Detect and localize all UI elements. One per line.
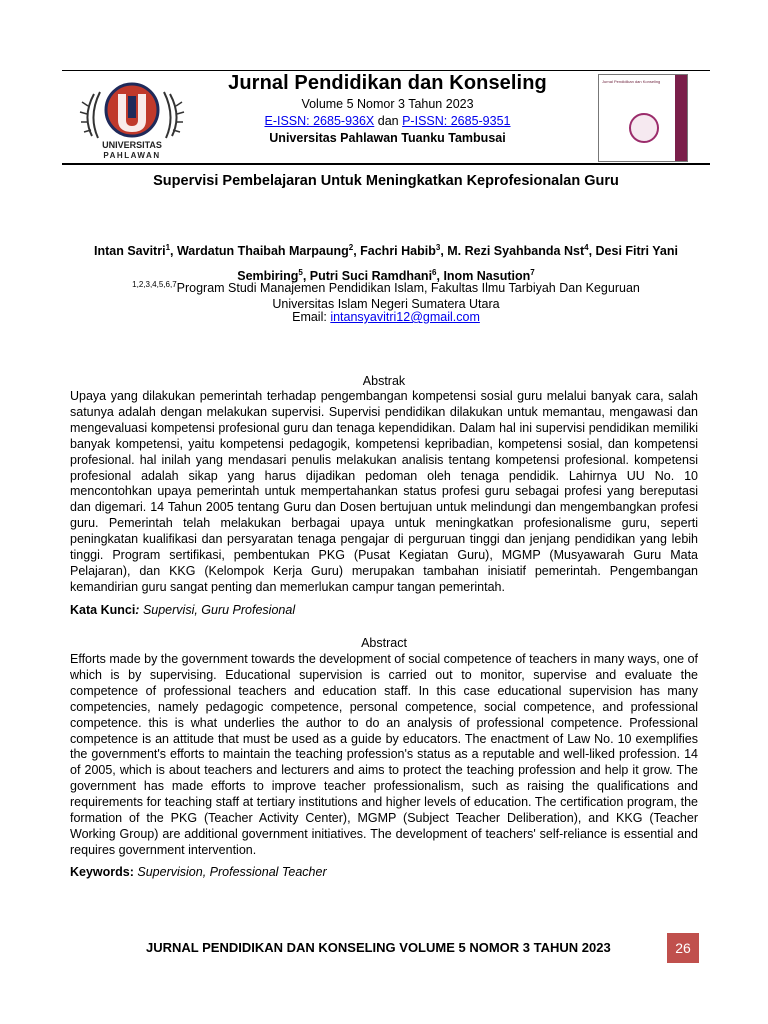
footer-journal-line: JURNAL PENDIDIKAN DAN KONSELING VOLUME 5 NOMOR 3 TAHUN 2023 bbox=[146, 940, 611, 955]
kata-kunci-value: Supervisi, Guru Profesional bbox=[142, 603, 296, 617]
author-sup: 4 bbox=[584, 243, 589, 252]
page-number-badge: 26 bbox=[667, 933, 699, 963]
pissn-link[interactable]: P-ISSN: 2685-9351 bbox=[402, 114, 511, 128]
author-sup: 5 bbox=[298, 268, 303, 278]
author-list: Intan Savitri$^1$, Wardatun Thaibah Marpaung$^2$, Fachri Habib$^3$, M. Rezi Syahbanda Nst$^4$, Desi Fitri Yani Sembiring$^5$, Putri Suci Ramdhani$^6$, Inom Nasution$^7$ bbox=[94, 243, 678, 284]
email-link[interactable]: intansyavitri12@gmail.com bbox=[330, 310, 480, 324]
author-sup: 7 bbox=[530, 268, 535, 278]
journal-cover-thumbnail bbox=[598, 74, 688, 162]
logo-text-1: UNIVERSITAS bbox=[102, 140, 162, 150]
abstrak-body: Upaya yang dilakukan pemerintah terhadap pengembangan kompetensi sosial guru melalui banyak cara, salah satunya adalah dengan melakukan supervisi. Supervisi pendidikan dilakukan untuk memantau, mengawasi dan mengevaluasi kompetensi profesional guru dan tenaga kependidikan. Dalam hal ini supervisi pendidikan memiliki banyak kompetensi, yaitu kompetensi pedagogik, kompetensi kepribadian, kompetensi sosial, dan kompetensi profesional. hal inilah yang mendasari penulis melakukan analisis tentang kompetensi profesional. kompetensi profesional adalah sikap yang harus dijadikan pedoman oleh tenaga pendidik. Lahirnya UU No. 10 mencontohkan upaya pemerintah untuk mempertahankan status profesi guru sebagai profesi yang bereputasi dan digemari. 14 Tahun 2005 tentang Guru dan Dosen bertujuan untuk melindungi dan mengembangkan profesi guru. Pemerintah telah melakukan berbagai upaya untuk meningkatkan profesionalisme guru, seperti peningkatan kualifikasi dan persyaratan tenaga pengajar di perguruan tinggi dan jenjang pendidikan yang lebih tinggi. Program sertifikasi, pembentukan PKG (Pusat Kegiatan Guru), MGMP (Musyawarah Guru Mata Pelajaran), dan KKG (Kelompok Kerja Guru) merupakan tambahan inisiatif pemerintah. Pengembangan kemandirian guru sangat penting dan memerlukan campur tangan pemerintah. bbox=[70, 389, 698, 594]
journal-title: Jurnal Pendidikan dan Konseling bbox=[228, 72, 547, 94]
author-name: Desi Fitri Yani Sembiring bbox=[237, 244, 678, 284]
affiliation-line-1: Program Studi Manajemen Pendidikan Islam, Fakultas Ilmu Tarbiyah Dan Keguruan bbox=[176, 281, 640, 296]
affiliation-line-2: Universitas Islam Negeri Sumatera Utara bbox=[272, 297, 500, 312]
publisher-university: Universitas Pahlawan Tuanku Tambusai bbox=[269, 131, 506, 145]
article-title: Supervisi Pembelajaran Untuk Meningkatkan Keprofesionalan Guru bbox=[153, 173, 619, 189]
author-name: Wardatun Thaibah Marpaung bbox=[176, 244, 349, 259]
email-label: Email: bbox=[292, 310, 331, 324]
author-sup: 2 bbox=[348, 243, 354, 252]
issn-line bbox=[195, 114, 580, 128]
journal-volume: Volume 5 Nomor 3 Tahun 2023 bbox=[301, 97, 474, 111]
cover-emblem-icon bbox=[629, 113, 659, 143]
author-sup: 1 bbox=[165, 243, 171, 252]
author-name: M. Rezi Syahbanda Nst bbox=[447, 244, 585, 259]
author-name: Intan Savitri bbox=[94, 244, 166, 259]
abstract-body: Efforts made by the government towards the development of social competence of teachers in many ways, one of which is by supervising. Educational supervision is carried out to monitor, supervise and evaluate the competence of professional teachers and education staff. In this case educational supervision has many competencies, namely pedagogic competence, personal competence, social competence, and professional competence. this is what underlies the author to do an analysis of professional competence. Professional competence is an attitude that must be used as a guide by educators. The enactment of Law No. 10 exemplifies the government's efforts to maintain the teaching profession's status as a reputable and well-liked profession. 14 of 2005, which is about teachers and lecturers and aims to protect the teaching profession and help it grow. The government has made efforts to improve teacher professionalism, such as raising the qualifications and requirements for teaching staff at tertiary institutions and higher levels of education. The certification program, the formation of the PKG (Teacher Activity Center), MGMP (Subject Teacher Deliberation), and KKG (Teacher Working Group) are additional government initiatives. The development of teachers' self-reliance is essential and requires government intervention. bbox=[70, 652, 698, 857]
abstract-heading: Abstract bbox=[361, 636, 407, 650]
affiliation bbox=[72, 277, 700, 312]
keywords bbox=[70, 865, 698, 879]
kata-kunci: Kata Kunci: Supervisi, Guru Profesional bbox=[70, 603, 296, 617]
issn-separator: dan bbox=[374, 114, 403, 128]
eissn-link[interactable]: E-ISSN: 2685-936X bbox=[264, 114, 375, 128]
header-top-rule bbox=[62, 70, 710, 71]
author-name: Putri Suci Ramdhani bbox=[309, 269, 433, 284]
logo-text-2: PAHLAWAN bbox=[103, 151, 161, 160]
author-name: Fachri Habib bbox=[360, 244, 436, 259]
cover-title: Jurnal Pendidikan dan Konseling bbox=[602, 79, 661, 84]
header-bottom-rule bbox=[62, 163, 710, 165]
author-sup: 3 bbox=[435, 243, 441, 252]
university-logo bbox=[78, 76, 186, 164]
kata-kunci-label: Kata Kunci bbox=[70, 603, 136, 617]
author-name: Inom Nasution bbox=[443, 269, 531, 284]
author-sup: 6 bbox=[432, 268, 437, 278]
contact-email bbox=[72, 310, 700, 324]
abstrak-heading: Abstrak bbox=[362, 374, 406, 388]
keywords-label: Keywords: bbox=[70, 865, 134, 879]
affiliation-sup: 1,2,3,4,5,6,7 bbox=[132, 280, 177, 289]
keywords-value: Supervision, Professional Teacher bbox=[137, 865, 327, 879]
